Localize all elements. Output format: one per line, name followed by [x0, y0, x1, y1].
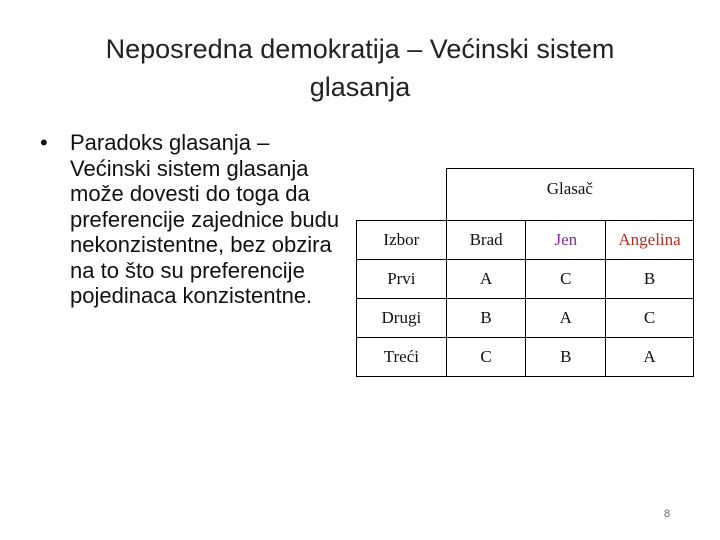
- table-cell: C: [526, 260, 606, 299]
- row-label: Treći: [357, 338, 447, 377]
- table-cell: B: [606, 260, 694, 299]
- voter-group-header: Glasač: [446, 169, 693, 221]
- table-cell: C: [606, 299, 694, 338]
- table-row: [357, 338, 694, 377]
- table-group-header-row: [357, 169, 694, 221]
- column-header-jen: Jen: [526, 221, 606, 260]
- table-cell: B: [526, 338, 606, 377]
- table-cell: A: [446, 260, 526, 299]
- column-header-brad: Brad: [446, 221, 526, 260]
- table-cell: C: [446, 338, 526, 377]
- bullet-item: [40, 130, 350, 309]
- column-header-angelina: Angelina: [606, 221, 694, 260]
- row-label: Drugi: [357, 299, 447, 338]
- slide-title: Neposredna demokratija – Većinski sistem glasanja: [105, 34, 615, 102]
- bullet-text: Paradoks glasanja – Većinski sistem glasanja može dovesti do toga da preferencije zajednice budu nekonzistentne, bez obzira na to što su preferencije pojedinaca konzistentne.: [70, 130, 340, 308]
- row-label: Prvi: [357, 260, 447, 299]
- column-header-choice: Izbor: [357, 221, 447, 260]
- bullet-icon: •: [40, 130, 48, 155]
- table-row: [357, 260, 694, 299]
- table-row: [357, 299, 694, 338]
- voting-table: [356, 168, 694, 377]
- page-number: 8: [664, 508, 671, 520]
- table-corner-cell: [357, 169, 447, 221]
- table-cell: B: [446, 299, 526, 338]
- table-cell: A: [606, 338, 694, 377]
- table-cell: A: [526, 299, 606, 338]
- table-column-header-row: [357, 221, 694, 260]
